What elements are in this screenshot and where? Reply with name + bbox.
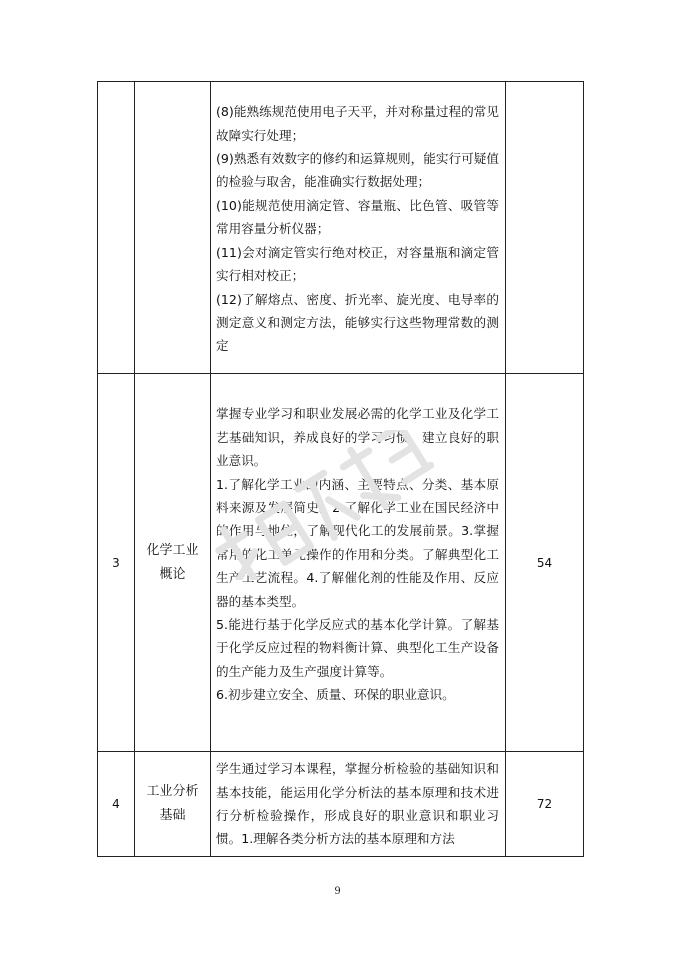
course-name-line: 基础 (159, 808, 186, 823)
course-name-cell (135, 82, 211, 374)
content-paragraph: 掌握专业学习和职业发展必需的化学工业及化学工艺基础知识，养成良好的学习习惯，建立良好的职业意识。 (216, 406, 499, 469)
table-row (98, 752, 584, 857)
course-hours-cell (506, 82, 584, 374)
course-content-cell (211, 752, 506, 857)
course-content-cell (211, 374, 506, 752)
course-number-cell (98, 82, 135, 374)
content-paragraph: 6.初步建立安全、质量、环保的职业意识。 (216, 687, 455, 703)
content-paragraph: 学生通过学习本课程，掌握分析检验的基础知识和基本技能，能运用化学分析法的基本原理和技术进行分析检验操作，形成良好的职业意识和职业习惯。1.理解各类分析方法的基本原理和方法 (216, 761, 499, 847)
table-row (98, 82, 584, 374)
content-paragraph: (9)熟悉有效数字的修约和运算规则，能实行可疑值的检验与取舍，能准确实行数据处理； (216, 151, 499, 190)
course-name-cell (135, 752, 211, 857)
course-name-cell (135, 374, 211, 752)
content-paragraph: (8)能熟练规范使用电子天平，并对称量过程的常见故障实行处理； (216, 104, 499, 143)
course-name-line: 概论 (159, 566, 186, 582)
course-content-cell (211, 82, 506, 374)
content-paragraph: 1.了解化学工业的内涵、主要特点、分类、基本原料来源及发展简史。2.了解化学工业在国民经济中的作用与地位，了解现代化工的发展前景。3.掌握常用的化工单元操作的作用和分类。了解典型化工生产工艺流程。4.了解催化剂的性能及作用、反应器的基本类型。 (216, 476, 499, 609)
page-number: 9 (334, 886, 341, 897)
content-paragraph: 5.能进行基于化学反应式的基本化学计算。了解基于化学反应过程的物料衡计算、典型化工生产设备的生产能力及生产强度计算等。 (216, 617, 499, 679)
content-paragraph: (10)能规范使用滴定管、容量瓶、比色管、吸管等常用容量分析仪器； (216, 197, 499, 237)
course-hours-cell: 54 (506, 374, 584, 752)
course-hours-cell: 72 (506, 752, 584, 857)
course-number-cell: 3 (98, 374, 135, 752)
course-name-line: 工业分析 (146, 784, 199, 799)
content-paragraph: (11)会对滴定管实行绝对校正，对容量瓶和滴定管实行相对校正； (216, 244, 499, 284)
curriculum-table (97, 81, 584, 857)
course-name-line: 化学工业 (146, 542, 199, 558)
table-row (98, 374, 584, 752)
content-paragraph: (12)了解熔点、密度、折光率、旋光度、电导率的测定意义和测定方法，能够实行这些物理常数的测定 (216, 291, 499, 354)
course-number-cell: 4 (98, 752, 135, 857)
